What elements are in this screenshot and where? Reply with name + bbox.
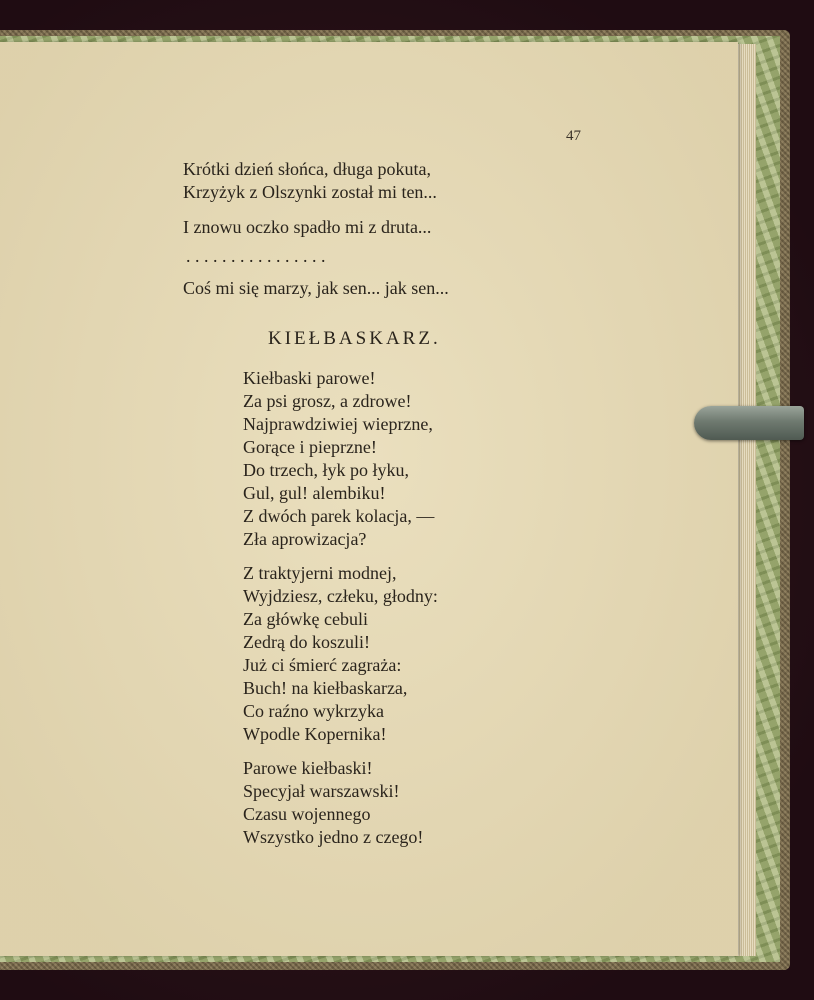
poem-line: Parowe kiełbaski! <box>243 758 373 778</box>
poem-line: Z dwóch parek kolacja, — <box>243 506 435 526</box>
poem-line: Za główkę cebuli <box>243 609 368 629</box>
poem-line: Najprawdziwiej wieprzne, <box>243 414 433 434</box>
poem-line: Wpodle Kopernika! <box>243 724 387 744</box>
poem-line: Czasu wojennego <box>243 804 371 824</box>
bookmark-tab[interactable] <box>694 406 804 440</box>
ellipsis-separator: . . . . . . . . . . . . . . . . <box>186 246 326 266</box>
poem-line: Gul, gul! alembiku! <box>243 483 386 503</box>
poem-line: Buch! na kiełbaskarza, <box>243 678 408 698</box>
poem-line: Co raźno wykrzyka <box>243 701 384 721</box>
poem-line: Do trzech, łyk po łyku, <box>243 460 409 480</box>
poem-line: Za psi grosz, a zdrowe! <box>243 391 412 411</box>
poem-line: Specyjał warszawski! <box>243 781 400 801</box>
poem-line: Wyjdziesz, człeku, głodny: <box>243 586 438 606</box>
poem-line: Z traktyjerni modnej, <box>243 563 397 583</box>
poem-line: Wszystko jedno z czego! <box>243 827 424 847</box>
poem-line: Już ci śmierć zagraża: <box>243 655 402 675</box>
poem-line: I znowu oczko spadło mi z druta... <box>183 217 432 237</box>
poem-line: Gorące i pieprzne! <box>243 437 377 457</box>
poem-line: Kiełbaski parowe! <box>243 368 376 388</box>
poem-title: KIEŁBASKARZ. <box>268 328 441 349</box>
poem-line: Krzyżyk z Olszynki został mi ten... <box>183 182 437 202</box>
page-number: 47 <box>566 128 581 144</box>
poem-line: Coś mi się marzy, jak sen... jak sen... <box>183 278 449 298</box>
poem-line: Krótki dzień słońca, długa pokuta, <box>183 159 431 179</box>
poem-line: Zła aprowizacja? <box>243 529 367 549</box>
poem-line: Zedrą do koszuli! <box>243 632 370 652</box>
